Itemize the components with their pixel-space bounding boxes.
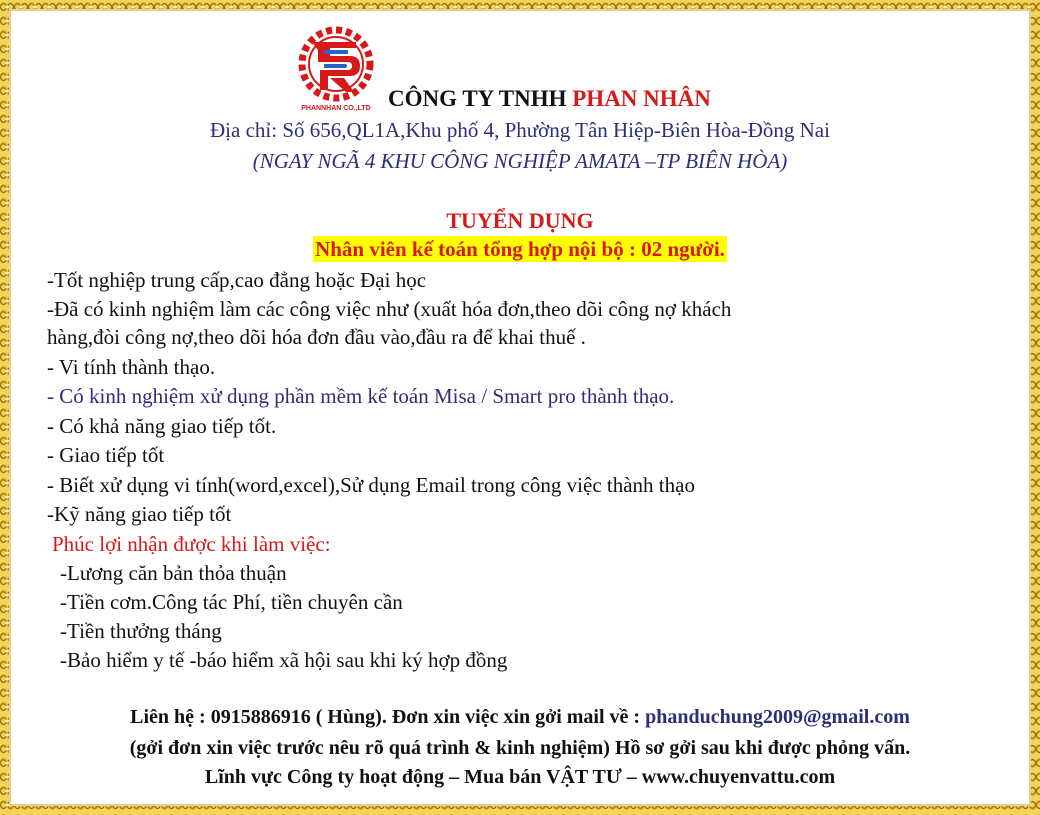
contact-info	[0, 706, 1040, 729]
address-label: Địa chỉ:	[210, 118, 283, 142]
requirement-item: - Vi tính thành thạo.	[47, 355, 216, 379]
contact-email-link[interactable]: phanduchung2009@gmail.com	[645, 706, 910, 728]
recruitment-heading: TUYỂN DỤNG	[446, 208, 594, 233]
company-prefix: CÔNG TY TNHH	[388, 86, 573, 111]
position-title: Nhân viên kế toán tổng hợp nội bộ : 02 người.	[315, 237, 725, 261]
benefit-item: -Tiền thưởng tháng	[60, 619, 222, 643]
requirement-item: -Đã có kinh nghiệm làm các công việc như (xuất hóa đơn,theo dõi công nợ khách	[47, 297, 732, 321]
requirement-item: hàng,đòi công nợ,theo dõi hóa đơn đầu vào,đầu ra để khai thuế .	[47, 325, 586, 349]
company-name	[388, 86, 711, 112]
requirement-item: -Kỹ năng giao tiếp tốt	[47, 502, 232, 526]
contact-text: Liên hệ : 0915886916 ( Hùng). Đơn xin việc xin gởi mail về :	[130, 706, 646, 728]
benefit-item: -Tiền cơm.Công tác Phí, tiền chuyên cần	[60, 590, 403, 614]
requirement-item: - Có kinh nghiệm xử dụng phần mềm kế toán Misa / Smart pro thành thạo.	[47, 384, 675, 408]
business-field: Lĩnh vực Công ty hoạt động – Mua bán VẬT TƯ – www.chuyenvattu.com	[204, 766, 836, 788]
requirement-item: - Biết xử dụng vi tính(word,excel),Sử dụng Email trong công việc thành thạo	[47, 473, 695, 497]
application-note: (gởi đơn xin việc trước nêu rõ quá trình & kinh nghiệm) Hồ sơ gởi sau khi được phỏng vấn.	[129, 737, 911, 759]
requirement-item: -Tốt nghiệp trung cấp,cao đẳng hoặc Đại học	[47, 268, 427, 292]
location-note: (NGAY NGÃ 4 KHU CÔNG NGHIỆP AMATA –TP BIÊN HÒA)	[252, 149, 788, 173]
benefit-item: -Lương căn bản thỏa thuận	[60, 561, 287, 585]
benefits-heading: Phúc lợi nhận được khi làm việc:	[52, 532, 331, 556]
position-row	[0, 236, 1040, 262]
logo-text: PHANNHAN CO.,LTD	[301, 105, 371, 112]
company-highlight-name: PHAN NHÂN	[572, 86, 711, 111]
address-value: Số 656,QL1A,Khu phố 4, Phường Tân Hiệp-Biên Hòa-Đồng Nai	[282, 118, 830, 142]
requirement-item: - Có khả năng giao tiếp tốt.	[47, 414, 277, 438]
requirement-item: - Giao tiếp tốt	[47, 443, 165, 467]
benefit-item: -Bảo hiểm y tế -báo hiểm xã hội sau khi ký hợp đồng	[60, 648, 508, 672]
company-address	[0, 118, 1040, 143]
